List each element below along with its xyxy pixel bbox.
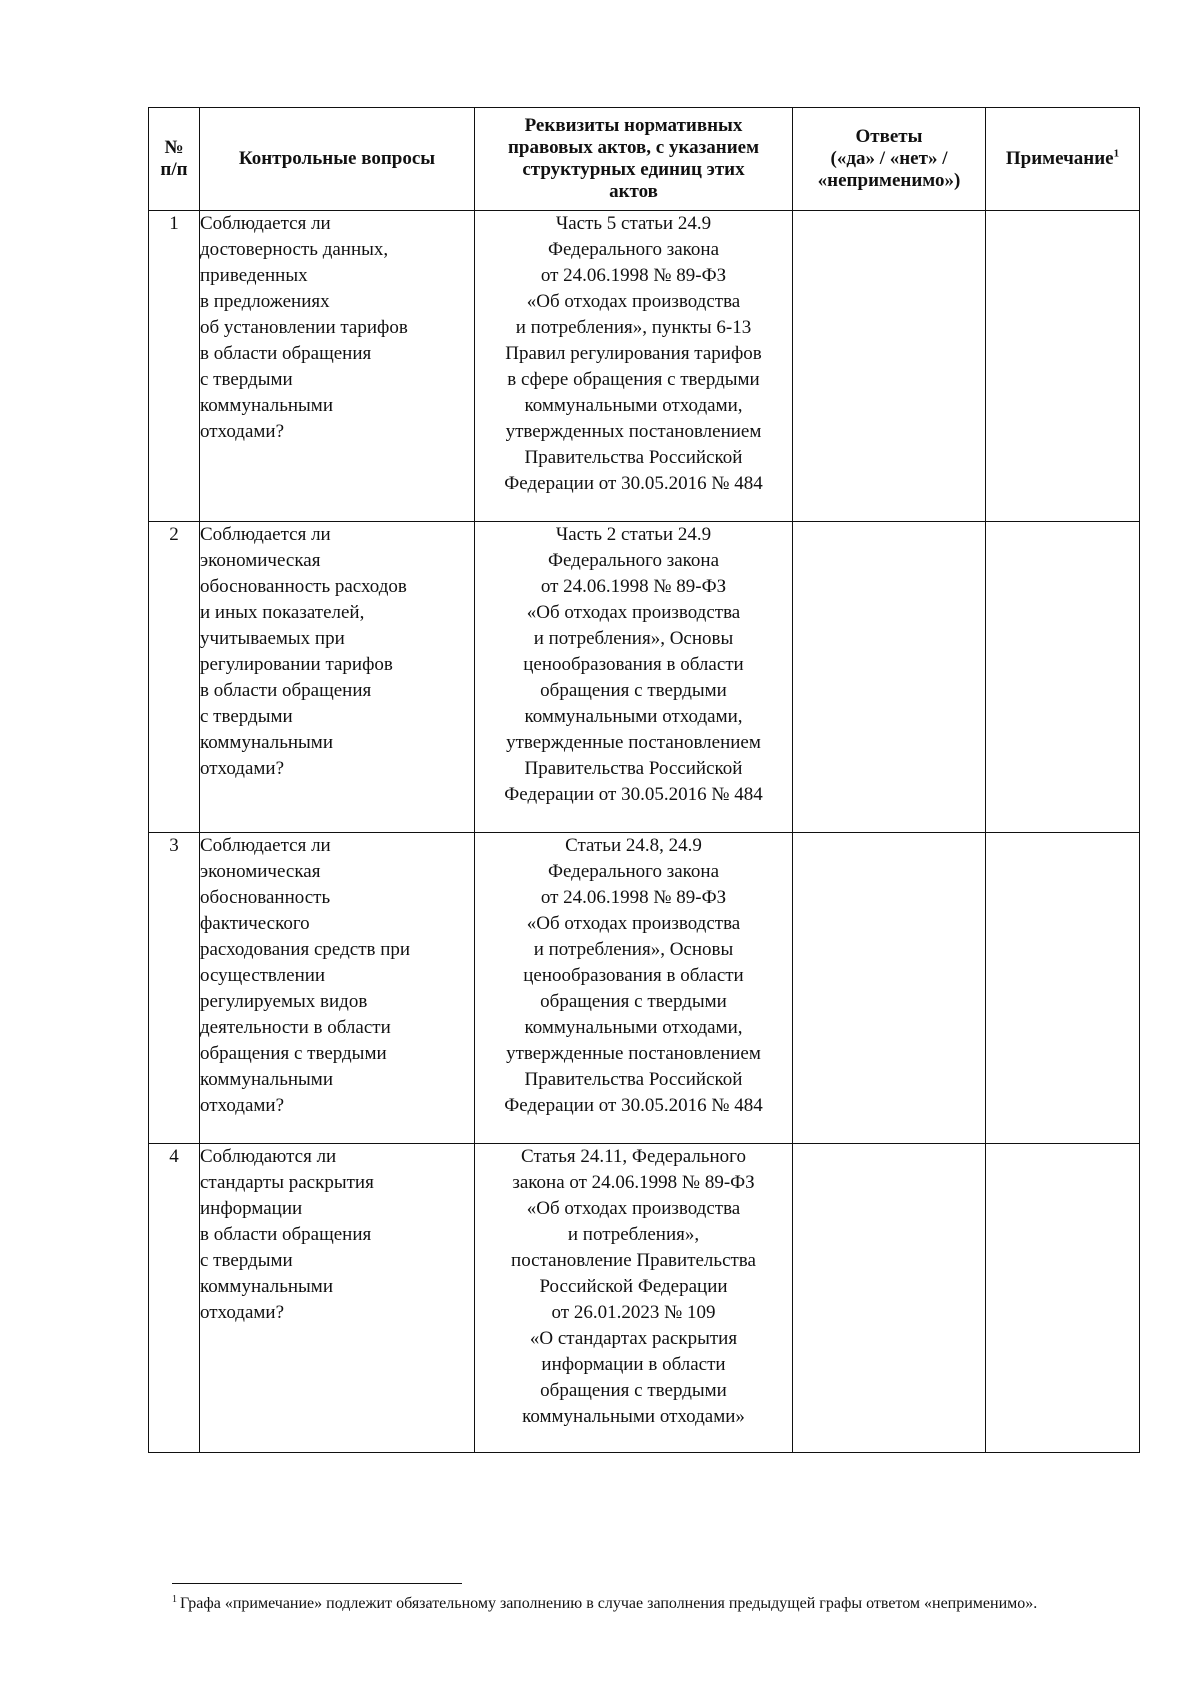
footnote bbox=[172, 1592, 1132, 1616]
footnote-text: Графа «примечание» подлежит обязательному заполнению в случае заполнения предыдущей графы ответом «неприменимо». bbox=[180, 1595, 1038, 1612]
footnote-marker: 1 bbox=[172, 1593, 177, 1605]
header-note-footnote-marker: 1 bbox=[1113, 147, 1120, 160]
row-number: 4 bbox=[149, 1144, 200, 1453]
control-question: Соблюдается ли достоверность данных, приведенных в предложениях об установлении тарифов в области обращения с твердыми коммунальными отходами? bbox=[200, 211, 475, 522]
answer-cell[interactable] bbox=[793, 522, 986, 833]
row-number: 3 bbox=[149, 833, 200, 1144]
row-number: 2 bbox=[149, 522, 200, 833]
header-note-label: Примечание bbox=[1005, 148, 1114, 169]
table-row bbox=[149, 522, 1140, 833]
legal-requisites: Часть 2 статьи 24.9 Федерального закона от 24.06.1998 № 89-ФЗ «Об отходах производства и потребления», Основы ценообразования в области обращения с твердыми коммунальными отходами, утвержденные постановлением Правительства Российской Федерации от 30.05.2016 № 484 bbox=[475, 522, 793, 833]
answer-cell[interactable] bbox=[793, 833, 986, 1144]
answer-cell[interactable] bbox=[793, 211, 986, 522]
table-row bbox=[149, 211, 1140, 522]
footnote-divider bbox=[172, 1583, 462, 1584]
legal-requisites: Статьи 24.8, 24.9 Федерального закона от 24.06.1998 № 89-ФЗ «Об отходах производства и потребления», Основы ценообразования в области обращения с твердыми коммунальными отходами, утвержденные постановлением Правительства Российской Федерации от 30.05.2016 № 484 bbox=[475, 833, 793, 1144]
header-answers: Ответы («да» / «нет» / «неприменимо») bbox=[793, 108, 986, 211]
header-requisites: Реквизиты нормативных правовых актов, с указанием структурных единиц этих актов bbox=[475, 108, 793, 211]
header-row bbox=[149, 108, 1140, 211]
note-cell[interactable] bbox=[986, 833, 1140, 1144]
header-note bbox=[986, 108, 1140, 211]
note-cell[interactable] bbox=[986, 522, 1140, 833]
checklist-table bbox=[148, 107, 1140, 1453]
row-number: 1 bbox=[149, 211, 200, 522]
header-question: Контрольные вопросы bbox=[200, 108, 475, 211]
note-cell[interactable] bbox=[986, 1144, 1140, 1453]
legal-requisites: Статья 24.11, Федерального закона от 24.06.1998 № 89-ФЗ «Об отходах производства и потребления», постановление Правительства Российской Федерации от 26.01.2023 № 109 «О стандартах раскрытия информации в области обращения с твердыми коммунальными отходами» bbox=[475, 1144, 793, 1453]
control-question: Соблюдается ли экономическая обоснованность расходов и иных показателей, учитываемых при регулировании тарифов в области обращения с твердыми коммунальными отходами? bbox=[200, 522, 475, 833]
control-question: Соблюдается ли экономическая обоснованность фактического расходования средств при осуществлении регулируемых видов деятельности в области обращения с твердыми коммунальными отходами? bbox=[200, 833, 475, 1144]
legal-requisites: Часть 5 статьи 24.9 Федерального закона от 24.06.1998 № 89-ФЗ «Об отходах производства и потребления», пункты 6-13 Правил регулирования тарифов в сфере обращения с твердыми коммунальными отходами, утвержденных постановлением Правительства Российской Федерации от 30.05.2016 № 484 bbox=[475, 211, 793, 522]
note-cell[interactable] bbox=[986, 211, 1140, 522]
answer-cell[interactable] bbox=[793, 1144, 986, 1453]
header-num: № п/п bbox=[149, 108, 200, 211]
control-question: Соблюдаются ли стандарты раскрытия информации в области обращения с твердыми коммунальными отходами? bbox=[200, 1144, 475, 1453]
table-row bbox=[149, 833, 1140, 1144]
table-row bbox=[149, 1144, 1140, 1453]
